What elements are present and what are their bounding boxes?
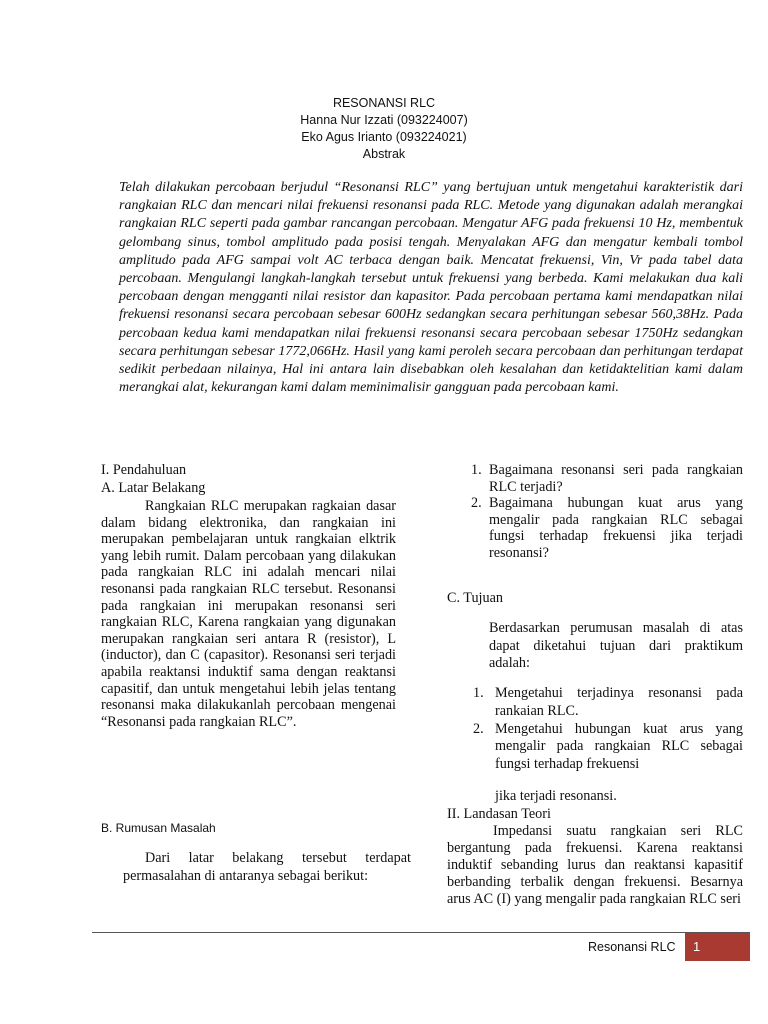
latar-belakang-body <box>101 498 396 730</box>
abstract-text: Telah dilakukan percobaan berjudul “Resonansi RLC” yang bertujuan untuk mengetahui karakteristik dari rangkaian RLC dan mencari nilai frekuensi resonansi pada RLC. Metode yang digunakan adalah merangkai rangkaian RLC seperti pada gambar rancangan percobaan. Mengatur AFG pada frekuensi 10 Hz, membentuk gelombang sinus, tombol amplitudo pada posisi tengah. Menyalakan AFG dan mengatur kembali tombol amplitudo pada AFG sampai volt AC terbaca dengan baik. Mencatat frekuensi, Vin, Vr pada tabel data percobaan. Mengulangi langkah-langkah tersebut untuk frekuensi yang berbeda. Kami melakukan dua kali percobaan dengan mengganti nilai resistor dan kapasitor. Pada percobaan pertama kami mendapatkan nilai frekuensi resonansi secara percobaan sebesar 600Hz sedangkan secara perhitungan sebesar 560,38Hz. Pada percobaan kedua kami mendapatkan nilai frekuensi resonansi secara percobaan sebesar 1750Hz sedangkan secara perhitungan sebesar 1772,066Hz. Hasil yang kami peroleh secara percobaan dan perhitungan terdapat sedikit perbedaan nilainya, Hal ini antara lain disebabkan oleh kesalahan dan ketidaktelitian kami dalam merangkai alat, kekurangan kami dalam meminimalisir gangguan pada percobaan kami. <box>119 180 743 396</box>
rumusan-masalah-paragraph: Dari latar belakang tersebut terdapat permasalahan di antaranya sebagai berikut: <box>123 850 411 884</box>
subsection-tujuan-heading: C. Tujuan <box>447 590 503 606</box>
section-landasan-teori-heading: II. Landasan Teori <box>447 806 551 822</box>
list-item-text: Mengetahui hubungan kuat arus yang mengalir pada rangkaian RLC sebagai fungsi terhadap frekuensi <box>495 720 743 773</box>
subsection-rumusan-masalah-heading: B. Rumusan Masalah <box>101 821 216 835</box>
list-item <box>473 685 743 721</box>
goal-list <box>473 685 743 774</box>
abstract-body <box>119 179 743 397</box>
author-line-2: Eko Agus Irianto (093224021) <box>301 130 467 144</box>
abstract-heading: Abstrak <box>362 147 406 161</box>
list-item <box>473 720 743 774</box>
goal-2-continuation: jika terjadi resonansi. <box>495 788 617 804</box>
list-item <box>471 495 743 561</box>
footer-running-title: Resonansi RLC <box>588 940 676 954</box>
list-number: 2. <box>473 720 484 737</box>
tujuan-body <box>489 620 743 673</box>
list-item <box>471 462 743 495</box>
list-number: 1. <box>473 685 484 701</box>
list-item-text: Bagaimana resonansi seri pada rangkaian RLC terjadi? <box>489 462 743 495</box>
list-number: 2. <box>471 495 482 512</box>
landasan-teori-paragraph: Impedansi suatu rangkaian seri RLC bergantung pada frekuensi. Karena reaktansi induktif sebanding lurus dan reaktansi kapasitif berbanding terbalik dengan frekuensi. Besarnya arus AC (I) yang mengalir pada rangkaian RLC seri <box>447 823 743 907</box>
page-number: 1 <box>693 939 701 954</box>
paper-title: RESONANSI RLC <box>332 96 436 110</box>
footer-rule <box>92 932 750 933</box>
subsection-latar-belakang-heading: A. Latar Belakang <box>101 480 206 496</box>
question-list <box>471 462 743 562</box>
latar-belakang-paragraph: Rangkaian RLC merupakan ragkaian dasar dalam bidang elektronika, dan rangkaian ini merupakan pembelajaran untuk rangkaian elktrik yang lebih rumit. Dalam percobaan yang dilakukan pada rangkaian RLC ini adalah mencari nilai resonansi pada rangkaian RLC tersebut. Resonansi pada rangkaian ini merupakan resonansi seri rangkaian RLC, Karena rangkaian yang digunakan merupakan rangkaian seri antara R (resistor), L (inductor), dan C (capasitor). Resonansi seri terjadi apabila reaktansi induktif sama dengan reaktansi capasitif, dan untuk mengetahui lebih jelas tentang resonansi maka dilakukanlah percobaan mengenai “Resonansi pada rangkaian RLC”. <box>101 498 396 730</box>
rumusan-masalah-body <box>123 850 411 885</box>
section-pendahuluan-heading: I. Pendahuluan <box>101 462 187 478</box>
list-item-text: Bagaimana hubungan kuat arus yang mengalir pada rangkaian RLC sebagai fungsi terhadap frekuensi jika terjadi resonansi? <box>489 495 743 561</box>
tujuan-paragraph: Berdasarkan perumusan masalah di atas dapat diketahui tujuan dari praktikum adalah: <box>489 620 743 671</box>
page-number-badge <box>685 933 750 961</box>
list-number: 1. <box>471 462 482 478</box>
author-line-1: Hanna Nur Izzati (093224007) <box>300 113 468 127</box>
landasan-teori-body <box>447 823 743 908</box>
list-item-text: Mengetahui terjadinya resonansi pada rankaian RLC. <box>495 685 743 719</box>
